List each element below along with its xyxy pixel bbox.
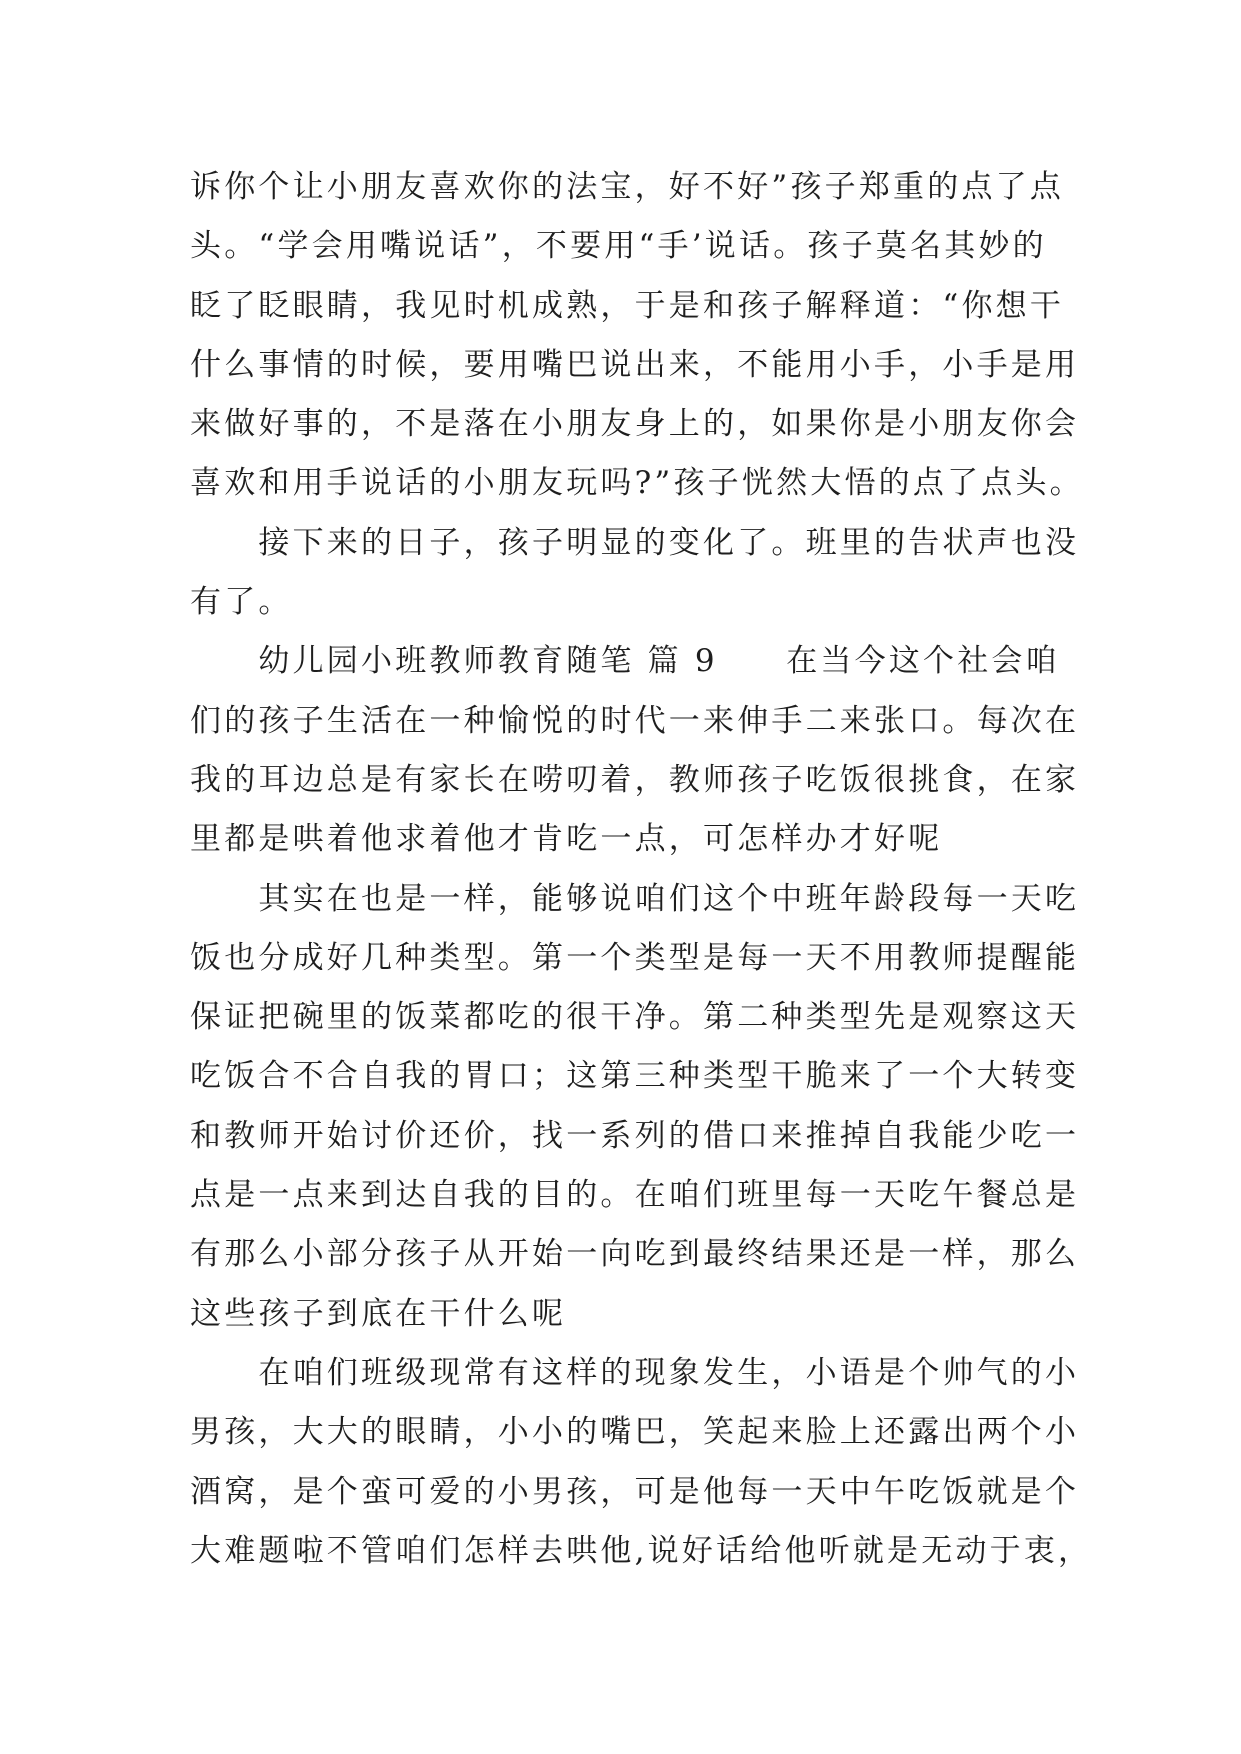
text-line: 眨了眨眼睛，我见时机成熟，于是和孩子解释道：“你想干 bbox=[190, 287, 1065, 324]
text-line: 在咱们班级现常有这样的现象发生，小语是个帅气的小 bbox=[190, 1354, 1080, 1391]
text-line: 保证把碗里的饭菜都吃的很干净。第二种类型先是观察这天 bbox=[190, 999, 1080, 1036]
text-line: 吃饭合不合自我的胃口；这第三种类型干脆来了一个大转变 bbox=[190, 1058, 1080, 1095]
text-line: 头。“学会用嘴说话”，不要用“手’说话。孩子莫名其妙的 bbox=[190, 228, 1047, 265]
text-line: 和教师开始讨价还价，找一系列的借口来推掉自我能少吃一 bbox=[190, 1117, 1080, 1154]
text-line: 其实在也是一样，能够说咱们这个中班年龄段每一天吃 bbox=[190, 880, 1080, 917]
text-line: 有了。 bbox=[190, 584, 293, 621]
text-line: 有那么小部分孩子从开始一向吃到最终结果还是一样，那么 bbox=[190, 1236, 1080, 1273]
text-line: 饭也分成好几种类型。第一个类型是每一天不用教师提醒能 bbox=[190, 939, 1080, 976]
text-line: 大难题啦不管咱们怎样去哄他,说好话给他听就是无动于衷， bbox=[190, 1532, 1093, 1569]
text-line: 们的孩子生活在一种愉悦的时代一来伸手二来张口。每次在 bbox=[190, 702, 1080, 739]
text-line: 里都是哄着他求着他才肯吃一点，可怎样办才好呢 bbox=[190, 821, 943, 858]
text-line: 男孩，大大的眼睛，小小的嘴巴，笑起来脸上还露出两个小 bbox=[190, 1414, 1080, 1451]
text-line: 来做好事的，不是落在小朋友身上的，如果你是小朋友你会 bbox=[190, 406, 1080, 443]
text-line: 接下来的日子，孩子明显的变化了。班里的告状声也没 bbox=[190, 524, 1080, 561]
text-line: 什么事情的时候，要用嘴巴说出来，不能用小手，小手是用 bbox=[190, 346, 1080, 383]
body-text bbox=[190, 158, 1093, 1581]
text-line: 我的耳边总是有家长在唠叨着，教师孩子吃饭很挑食，在家 bbox=[190, 761, 1080, 798]
section-heading-line: 幼儿园小班教师教育随笔 篇 9 在当今这个社会咱 bbox=[190, 643, 1060, 680]
text-line: 诉你个让小朋友喜欢你的法宝，好不好”孩子郑重的点了点 bbox=[190, 169, 1065, 205]
text-line: 酒窝，是个蛮可爱的小男孩，可是他每一天中午吃饭就是个 bbox=[190, 1473, 1080, 1510]
text-line: 喜欢和用手说话的小朋友玩吗?”孩子恍然大悟的点了点头。 bbox=[190, 465, 1084, 502]
text-line: 点是一点来到达自我的目的。在咱们班里每一天吃午餐总是 bbox=[190, 1177, 1080, 1214]
text-line: 这些孩子到底在干什么呢 bbox=[190, 1295, 567, 1332]
